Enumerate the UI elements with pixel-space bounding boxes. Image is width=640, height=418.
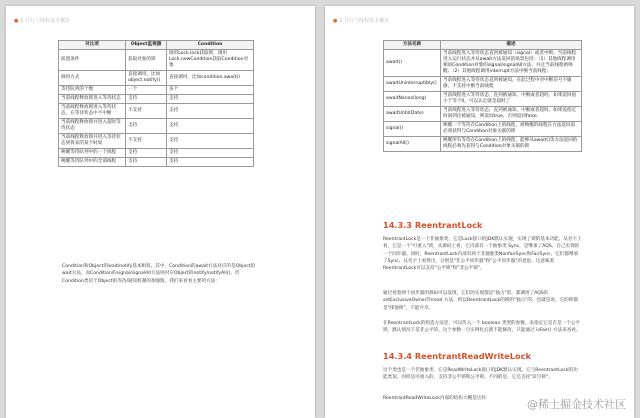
table-cell: await(): [384, 50, 441, 77]
table-cell: 直接调用，比如object.notify(): [126, 71, 167, 86]
table-body: [384, 50, 582, 152]
table-row: [59, 134, 254, 149]
table-row: [384, 107, 582, 122]
condition-methods-table: [383, 40, 582, 152]
body-paragraph: 通过看着两个同步器的源码可以发现，它们的实现都是"独占"的。都调用了AQS的 setExclusiveOwnerThread 方法，所以ReentrantLock的锁的"独占"的，也就是说，它的锁都是"排他锁"，不能共享。: [383, 291, 578, 311]
table-row: [59, 95, 254, 104]
table-row: [59, 86, 254, 95]
table-cell: 当前线程释放锁并进入超时等待状态: [59, 119, 126, 134]
table-row: [59, 158, 254, 167]
table-cell: 当前线程释放锁并进入等待状态到将来的某个时间: [59, 134, 126, 149]
table-cell: 支持: [167, 104, 254, 119]
table-cell: 支持: [126, 119, 167, 134]
table-cell: 调用方式: [59, 71, 126, 86]
table-row: [59, 50, 254, 71]
body-paragraph: Condition和Object的wait/notify基本相似。其中，Condition的await方法对应的是Object的wait方法，而Condition的signal/signalAll方法则对应Object的notify/notifyAll()。但Condition类似于Object的等待/通知机制的加强版。我们来看看主要的方法：: [62, 264, 256, 284]
table-row: [59, 149, 254, 158]
watermark: @稀土掘金技术社区: [527, 398, 626, 411]
table-cell: 当前线程进入等待状态，直到被通知、中断或者超时。如果返回值小于等于0，可以认定就是超时了: [441, 92, 582, 107]
table-cell: 支持: [167, 149, 254, 158]
table-cell: 多个: [167, 86, 254, 95]
table-cell: 唤醒所有等待在Condition上的线程，能够从await()等方法返回的线程必须先获得与Condition对象关联的锁: [441, 137, 582, 152]
table-row: [59, 119, 254, 134]
table-cell: 唤醒等待队列中的一个线程: [59, 149, 126, 158]
table-cell: 前置条件: [59, 50, 126, 71]
condition-comparison-table: [58, 40, 254, 167]
table-cell: 一个: [126, 86, 167, 95]
table-cell: 当前线程进入等待状态直到被通知（signal）或者中断；当前线程进入运行状态并从await方法返回的场景包括：（1）其他线程调用相同Condition对象的signal/signalAll方法，并且当前线程被唤醒；（2）其他线程调用interrupt方法中断当前线程；: [441, 50, 582, 77]
body-paragraph: ReentrantReadWriteLock内部的结构大概是这样：: [383, 396, 491, 401]
table-cell: 唤醒等待队列中的全部线程: [59, 158, 126, 167]
table-row: [59, 71, 254, 86]
table-cell: 唤醒一个等待在Condition上的线程，被唤醒的线程在方法返回前必须获得与Condition对象关联的锁: [441, 122, 582, 137]
table-cell: 调用Lock.lock获取锁，调用Lock.newCondition获取Condition对象: [167, 50, 254, 71]
table-cell: awaitUninterruptibly(): [384, 77, 441, 92]
table-cell: 当前线程释放锁进入等待状态: [59, 95, 126, 104]
table-cell: 等待队列的个数: [59, 86, 126, 95]
header-text: 1 并行与线程基本概念: [20, 18, 71, 24]
column-header: 对比项: [59, 41, 126, 50]
header-marker: ●: [333, 18, 338, 24]
section-heading: 14.3.4 ReentrantReadWriteLock: [383, 351, 531, 361]
table-cell: awaitUntil(Date): [384, 107, 441, 122]
table-cell: 当前线程释放锁进入等待状态，在等待状态中不中断: [59, 104, 126, 119]
body-paragraph: ReentrantLock是一个非抽象类，它是Lock接口的JDK默认实现，实现了锁的基本功能。从名字上看，它是一个"可重入"锁，从源码上看，它内部有一个抽象类 Sync，是继承了AQS，自己实现的一个同步器。同时，ReentrantLock内部有两个非抽象类NonfairSync和FairSync，它们都继承了Sync。从名字上看得出，分别是"非公平同步器"和"公平同步器"的意思。这意味着ReentrantLock可以支持"公平锁"和"非公平锁"。: [383, 237, 582, 272]
table-row: [384, 50, 582, 77]
table-cell: 当前线程进入等待状态，直到被通知、中断或者超时。如果没指定时间到达被通知，则返回true，否则返回false: [441, 107, 582, 122]
left-page: [6, 6, 315, 418]
table-cell: 支持: [167, 134, 254, 149]
body-paragraph: 在ReentrantLock的构造方法里，可以传入一个 boolean 类型的参数，来指定它是否是一个公平锁，默认情况下是非公平的。这个参数一旦实例化后就不能修改，只能通过 isFair() 方法来查看。: [383, 321, 581, 334]
header-text: 1 并行与线程基本概念: [339, 18, 390, 24]
table-header-row: [59, 41, 254, 50]
column-header: Object监视器: [126, 41, 167, 50]
table-cell: 直接调用，比如condition.await(): [167, 71, 254, 86]
header-marker: ●: [14, 18, 19, 24]
table-cell: 获取对象的锁: [126, 50, 167, 71]
table-row: [384, 92, 582, 107]
page-header: [14, 17, 70, 24]
table-cell: signal(): [384, 122, 441, 137]
column-header: 方法名称: [384, 41, 441, 50]
page-header: [333, 17, 389, 24]
table-row: [384, 137, 582, 152]
table-cell: awaitNanos(long): [384, 92, 441, 107]
table-cell: 支持: [126, 95, 167, 104]
table-row: [59, 104, 254, 119]
table-cell: 不支持: [126, 104, 167, 119]
table-cell: 支持: [167, 158, 254, 167]
section-heading: 14.3.3 ReentrantLock: [383, 220, 483, 230]
table-header-row: [384, 41, 582, 50]
table-cell: signalAll(): [384, 137, 441, 152]
table-cell: 当前线程进入等待状态直到被通知，在此过程中对中断信号不敏感，不支持中断当前线程: [441, 77, 582, 92]
table-cell: 支持: [167, 119, 254, 134]
table-cell: 支持: [126, 149, 167, 158]
table-cell: 不支持: [126, 134, 167, 149]
column-header: 描述: [441, 41, 582, 50]
right-page: [325, 6, 634, 418]
body-paragraph: 这个类也是一个非抽象类，它是ReadWriteLock接口的JDK默认实现。它与ReentrantLock的功能类似，同样是可重入的，支持非公平锁和公平锁。不同的是，它还支持"读写锁"。: [383, 368, 578, 381]
table-row: [384, 77, 582, 92]
table-body: [59, 50, 254, 167]
table-cell: 支持: [126, 158, 167, 167]
table-row: [384, 122, 582, 137]
table-cell: 支持: [167, 95, 254, 104]
column-header: Condition: [167, 41, 254, 50]
